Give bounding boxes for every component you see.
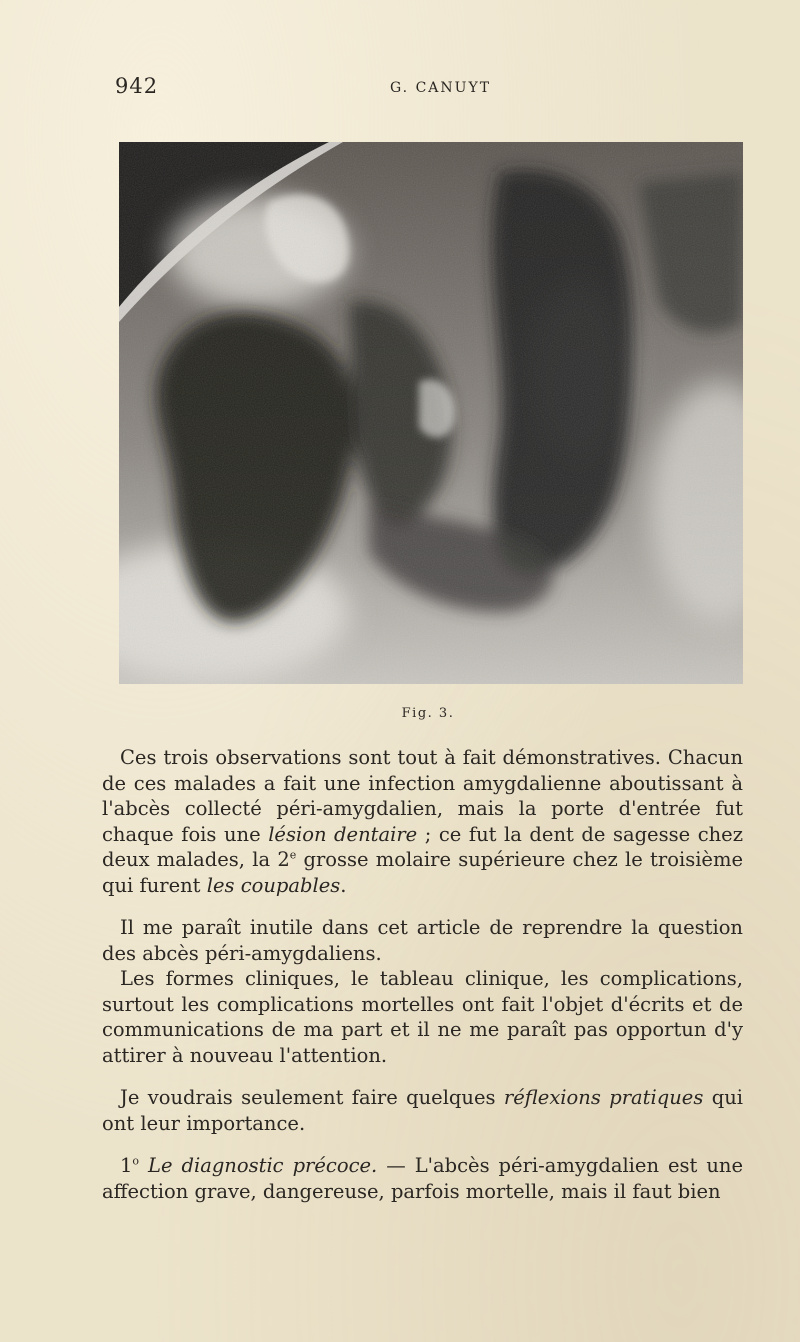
emphasis-reflexions-pratiques: réflexions pratiques bbox=[503, 1086, 704, 1109]
emphasis-les-coupables: les coupables bbox=[206, 873, 341, 897]
radiograph-figure bbox=[119, 142, 743, 684]
paragraph-1: Ces trois observations sont tout à fait démonstratives. Chacun de ces malades a fait une infection amygdalienne aboutissant à l'abcès collecté péri-amygdalien, mais la porte d'entrée fut chaque fois une lésion dentaire ; ce fut la dent de sagesse chez deux malades, la 2e grosse molaire supérieure chez le troisième qui furent les coupables. bbox=[102, 746, 744, 897]
paragraph-5: 1$^o$ Le diagnostic précoce. — L'abcès péri-amygdalien est une affection grave, dangereuse, parfois mortelle, mais il faut bien bbox=[102, 1154, 743, 1203]
paragraph-2: Il me paraît inutile dans cet article de reprendre la question des abcès péri-amygdaliens. bbox=[102, 916, 743, 965]
running-head bbox=[0, 74, 800, 104]
paragraph-3: Les formes cliniques, le tableau clinique, les complications, surtout les complications mortelles ont fait l'objet d'écrits et de communications de ma part et il ne me paraît pas opportun d'y attirer à nouveau l'attention. bbox=[102, 967, 743, 1067]
author-name: G. CANUYT bbox=[390, 80, 492, 96]
figure-caption: Fig. 3. bbox=[401, 706, 455, 721]
emphasis-lesion-dentaire: lésion dentaire bbox=[268, 822, 418, 846]
section-heading-diagnostic-precoce: Le diagnostic précoce. bbox=[139, 1154, 378, 1177]
paragraph-4: Je voudrais seulement faire quelques réflexions pratiques qui ont leur importance. bbox=[102, 1086, 743, 1135]
page-number: 942 bbox=[115, 74, 159, 98]
body-text bbox=[102, 745, 743, 1204]
radiograph-image bbox=[119, 142, 743, 684]
